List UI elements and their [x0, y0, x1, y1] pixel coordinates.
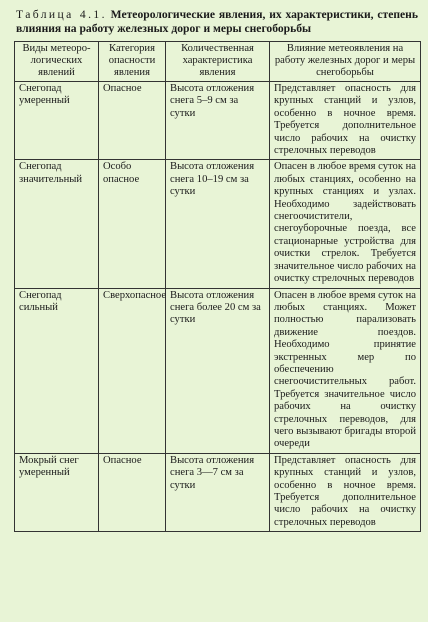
cell-quant: Высота отложения снега 10–19 см за сутки [166, 160, 270, 288]
table-row [15, 288, 421, 453]
cell-quant: Высота отложения снега 3—7 см за сутки [166, 453, 270, 531]
table-row [15, 453, 421, 531]
header-quantitative: Количественная характеристика явления [166, 42, 270, 82]
header-impact: Влияние метеоявления на работу железных дорог и меры снегоборьбы [270, 42, 421, 82]
cell-quant: Высота отложения снега более 20 см за сутки [166, 288, 270, 453]
table-caption [16, 8, 418, 35]
cell-type: Снегопад сильный [15, 288, 99, 453]
cell-impact: Представляет опасность для крупных станций и узлов, особенно в ночное время. Требуется дополнительное число рабочих на очистку стрелочных переводов [270, 453, 421, 531]
cell-category: Сверхопасное [99, 288, 166, 453]
cell-type: Мокрый снег умеренный [15, 453, 99, 531]
cell-category: Опасное [99, 453, 166, 531]
cell-quant: Высота отложения снега 5–9 см за сутки [166, 82, 270, 160]
weather-table [14, 41, 421, 532]
cell-impact: Представляет опасность для крупных станций и узлов, особенно в ночное время. Требуется дополнительное число рабочих на очистку стрелочных переводов [270, 82, 421, 160]
cell-category: Особо опасное [99, 160, 166, 288]
cell-impact: Опасен в любое время суток на любых станциях, особенно на крупных станциях и узлах. Необходимо задействовать снегоочистители, снегоуборочные поезда, все стационарные устройства для очистки стрелок. Требуется значительное число рабочих на очистку стрелочных переводов [270, 160, 421, 288]
cell-type: Снегопад умеренный [15, 82, 99, 160]
table-row [15, 82, 421, 160]
table-row [15, 160, 421, 288]
cell-impact: Опасен в любое время суток на любых станциях. Может полностью парализовать движение поездов. Необходимо принятие экстренных мер по обеспечению снегоочистительных работ. Требуется значительное число рабочих на очистку стрелочных переводов, для чего вызывают бригады второй очереди [270, 288, 421, 453]
cell-category: Опасное [99, 82, 166, 160]
header-danger-category: Категория опасности явления [99, 42, 166, 82]
cell-type: Снегопад значительный [15, 160, 99, 288]
table-title: Метеорологические явления, их характеристики, степень влияния на работу железных дорог и меры снегоборьбы [16, 8, 418, 35]
header-phenomenon-type: Виды метеоро-логических явлений [15, 42, 99, 82]
table-header-row [15, 42, 421, 82]
table-label: Таблица 4.1. [16, 8, 107, 21]
